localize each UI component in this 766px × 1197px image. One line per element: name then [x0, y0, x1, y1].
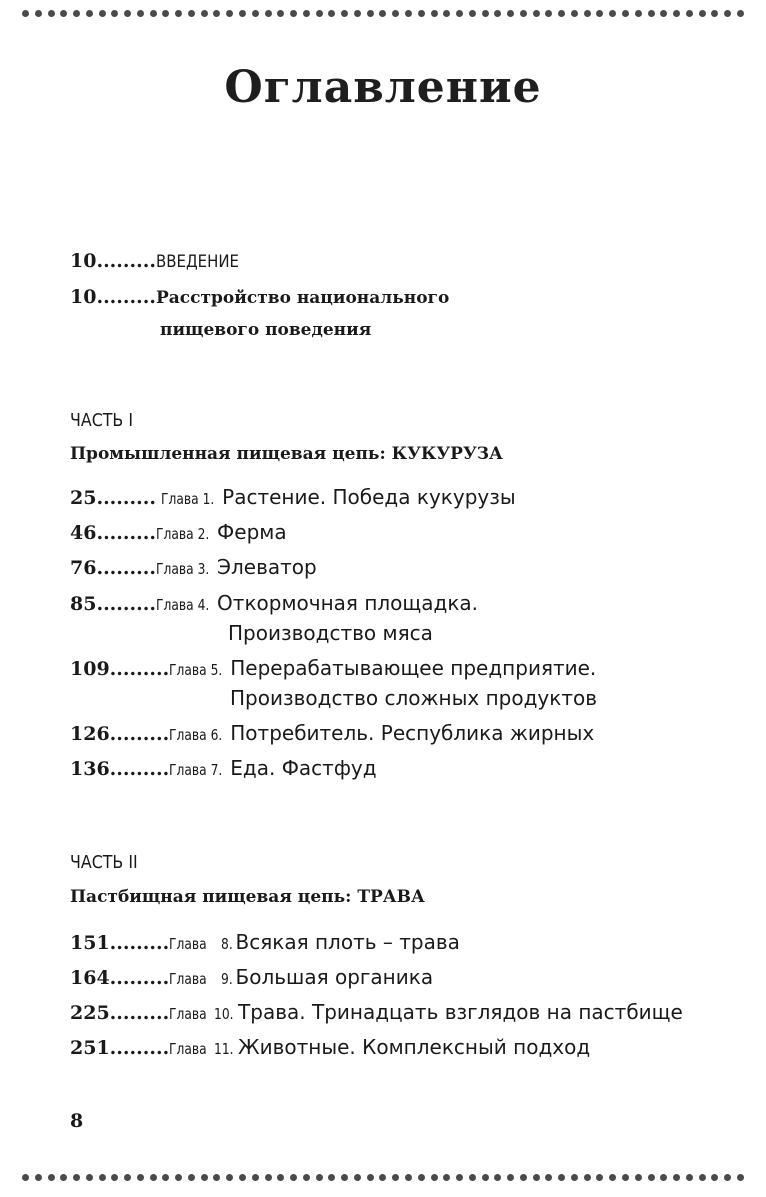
entry-page: 109: [70, 658, 110, 680]
border-dot: [277, 1174, 284, 1181]
entry-title-continuation: пищевого поведения: [160, 320, 372, 340]
entry-page: 25: [70, 487, 97, 509]
part-2-label: ЧАСТЬ II: [70, 852, 138, 873]
toc-entry-intro-2: [70, 286, 449, 308]
border-dot: [124, 10, 131, 17]
border-dot: [456, 10, 463, 17]
border-dot: [622, 1174, 629, 1181]
toc-entry: [70, 1000, 683, 1024]
border-dot: [316, 1174, 323, 1181]
page-title: Оглавление: [224, 62, 542, 113]
border-dot: [239, 1174, 246, 1181]
border-dot: [392, 1174, 399, 1181]
border-dot: [35, 10, 42, 17]
border-dot: [239, 10, 246, 17]
entry-chapter: Глава 1.: [161, 490, 215, 508]
border-dot: [252, 10, 259, 17]
toc-entry: [70, 965, 433, 989]
border-dot: [469, 1174, 476, 1181]
entry-leader: .........: [109, 1037, 170, 1059]
border-dot: [571, 1174, 578, 1181]
entry-text: Перерабатывающее предприятие.: [230, 656, 597, 680]
border-dot: [48, 1174, 55, 1181]
part-2-title: Пастбищная пищевая цепь: ТРАВА: [70, 887, 425, 907]
entry-title: Расстройство национального: [156, 288, 450, 308]
border-dot: [162, 10, 169, 17]
entry-text: Растение. Победа кукурузы: [222, 485, 516, 509]
border-dot: [533, 10, 540, 17]
border-dot: [584, 10, 591, 17]
entry-text: Большая органика: [235, 965, 434, 989]
entry-chapter: Глава 2.: [156, 525, 210, 543]
border-dot: [711, 1174, 718, 1181]
toc-entry: [70, 721, 594, 745]
border-dot: [724, 1174, 731, 1181]
border-dot: [354, 10, 361, 17]
border-dot: [418, 10, 425, 17]
entry-page: 136: [70, 758, 110, 780]
entry-page: 164: [70, 967, 110, 989]
entry-chapter: Глава: [169, 1040, 207, 1058]
border-dot: [290, 1174, 297, 1181]
entry-leader: .........: [109, 932, 170, 954]
border-dot: [596, 10, 603, 17]
entry-page: 10: [70, 250, 97, 272]
entry-page: 10: [70, 286, 97, 308]
border-dot: [431, 10, 438, 17]
border-dot: [660, 1174, 667, 1181]
border-dot: [22, 10, 29, 17]
border-dot: [520, 1174, 527, 1181]
border-dot: [48, 10, 55, 17]
entry-text: Всякая плоть – трава: [235, 930, 460, 954]
border-dot: [456, 1174, 463, 1181]
entry-leader: .........: [109, 758, 170, 780]
border-dot: [86, 10, 93, 17]
border-dot: [367, 1174, 374, 1181]
border-dot: [341, 1174, 348, 1181]
border-dot: [367, 10, 374, 17]
entry-chapter-number: 8.: [221, 935, 233, 953]
entry-leader: .........: [96, 557, 156, 579]
border-dot: [150, 10, 157, 17]
entry-chapter-number: 10.: [214, 1005, 234, 1023]
border-dot: [73, 1174, 80, 1181]
entry-chapter-number: 9.: [221, 970, 233, 988]
border-dot: [596, 1174, 603, 1181]
border-dot: [443, 10, 450, 17]
border-dot: [137, 1174, 144, 1181]
border-dot: [494, 1174, 501, 1181]
border-dot: [686, 1174, 693, 1181]
entry-text: Элеватор: [217, 555, 317, 579]
entry-page: 126: [70, 723, 110, 745]
toc-entry: [70, 1035, 590, 1059]
border-dot: [226, 10, 233, 17]
bottom-dotted-border: [22, 1172, 744, 1182]
border-dot: [60, 10, 67, 17]
border-dot: [73, 10, 80, 17]
border-dot: [290, 10, 297, 17]
border-dot: [533, 1174, 540, 1181]
border-dot: [379, 1174, 386, 1181]
border-dot: [673, 10, 680, 17]
border-dot: [150, 1174, 157, 1181]
entry-leader: .........: [109, 1002, 170, 1024]
border-dot: [507, 1174, 514, 1181]
border-dot: [648, 10, 655, 17]
border-dot: [494, 10, 501, 17]
border-dot: [175, 1174, 182, 1181]
entry-text: Еда. Фастфуд: [230, 756, 377, 780]
border-dot: [111, 10, 118, 17]
border-dot: [303, 10, 310, 17]
entry-chapter: Глава 5.: [169, 661, 223, 679]
part-1-title: Промышленная пищевая цепь: КУКУРУЗА: [70, 444, 503, 464]
border-dot: [86, 1174, 93, 1181]
border-dot: [213, 10, 220, 17]
part-1-label: ЧАСТЬ I: [70, 410, 134, 431]
border-dot: [99, 10, 106, 17]
entry-text-continuation: Производство мяса: [228, 621, 433, 645]
toc-entry-intro: [70, 250, 250, 272]
border-dot: [737, 10, 744, 17]
entry-leader: .........: [109, 723, 170, 745]
entry-chapter-number: 11.: [214, 1040, 234, 1058]
entry-leader: .........: [96, 593, 156, 615]
border-dot: [545, 10, 552, 17]
entry-chapter: Глава 6.: [169, 726, 223, 744]
border-dot: [558, 1174, 565, 1181]
border-dot: [252, 1174, 259, 1181]
entry-leader: .........: [96, 250, 156, 272]
entry-chapter: Глава 7.: [169, 761, 223, 779]
border-dot: [737, 1174, 744, 1181]
border-dot: [545, 1174, 552, 1181]
page-number: 8: [70, 1110, 84, 1132]
border-dot: [418, 1174, 425, 1181]
border-dot: [571, 10, 578, 17]
top-dotted-border: [22, 8, 744, 18]
entry-page: 76: [70, 557, 97, 579]
border-dot: [341, 10, 348, 17]
border-dot: [431, 1174, 438, 1181]
border-dot: [609, 1174, 616, 1181]
border-dot: [699, 10, 706, 17]
border-dot: [724, 10, 731, 17]
border-dot: [201, 1174, 208, 1181]
entry-text: Откормочная площадка.: [217, 591, 479, 615]
toc-entry: [70, 930, 460, 954]
entry-chapter: Глава: [169, 1005, 207, 1023]
entry-page: 251: [70, 1037, 110, 1059]
toc-entry: [70, 485, 516, 509]
entry-leader: .........: [96, 487, 156, 509]
entry-text: Трава. Тринадцать взглядов на пастбище: [238, 1000, 683, 1024]
border-dot: [686, 10, 693, 17]
border-dot: [648, 1174, 655, 1181]
entry-text: Животные. Комплексный подход: [238, 1035, 591, 1059]
border-dot: [111, 1174, 118, 1181]
border-dot: [443, 1174, 450, 1181]
toc-entry: [70, 520, 287, 544]
entry-label: ВВЕДЕНИЕ: [156, 252, 240, 272]
border-dot: [392, 10, 399, 17]
border-dot: [405, 10, 412, 17]
border-dot: [35, 1174, 42, 1181]
border-dot: [201, 10, 208, 17]
border-dot: [354, 1174, 361, 1181]
border-dot: [265, 1174, 272, 1181]
entry-page: 85: [70, 593, 97, 615]
border-dot: [635, 1174, 642, 1181]
border-dot: [175, 10, 182, 17]
border-dot: [635, 10, 642, 17]
border-dot: [277, 10, 284, 17]
border-dot: [405, 1174, 412, 1181]
entry-page: 151: [70, 932, 110, 954]
entry-chapter: Глава: [169, 970, 207, 988]
border-dot: [303, 1174, 310, 1181]
entry-chapter: Глава 4.: [156, 596, 210, 614]
border-dot: [520, 10, 527, 17]
border-dot: [226, 1174, 233, 1181]
border-dot: [660, 10, 667, 17]
border-dot: [699, 1174, 706, 1181]
border-dot: [584, 1174, 591, 1181]
border-dot: [558, 10, 565, 17]
border-dot: [22, 1174, 29, 1181]
border-dot: [124, 1174, 131, 1181]
entry-page: 46: [70, 522, 97, 544]
border-dot: [60, 1174, 67, 1181]
border-dot: [673, 1174, 680, 1181]
border-dot: [622, 10, 629, 17]
border-dot: [316, 10, 323, 17]
border-dot: [162, 1174, 169, 1181]
border-dot: [711, 10, 718, 17]
entry-leader: .........: [96, 522, 156, 544]
border-dot: [188, 1174, 195, 1181]
border-dot: [469, 10, 476, 17]
toc-entry: [70, 656, 596, 680]
border-dot: [328, 1174, 335, 1181]
entry-page: 225: [70, 1002, 110, 1024]
border-dot: [507, 10, 514, 17]
entry-text: Потребитель. Республика жирных: [230, 721, 595, 745]
border-dot: [265, 10, 272, 17]
border-dot: [482, 1174, 489, 1181]
border-dot: [328, 10, 335, 17]
entry-text: Ферма: [217, 520, 287, 544]
border-dot: [99, 1174, 106, 1181]
border-dot: [482, 10, 489, 17]
entry-chapter: Глава 3.: [156, 560, 210, 578]
toc-entry: [70, 756, 377, 780]
entry-leader: .........: [109, 967, 170, 989]
border-dot: [137, 10, 144, 17]
entry-leader: .........: [96, 286, 156, 308]
entry-chapter: Глава: [169, 935, 207, 953]
border-dot: [379, 10, 386, 17]
border-dot: [213, 1174, 220, 1181]
toc-entry: [70, 555, 317, 579]
border-dot: [188, 10, 195, 17]
entry-text-continuation: Производство сложных продуктов: [230, 686, 598, 710]
toc-entry: [70, 591, 478, 615]
entry-leader: .........: [109, 658, 170, 680]
border-dot: [609, 10, 616, 17]
